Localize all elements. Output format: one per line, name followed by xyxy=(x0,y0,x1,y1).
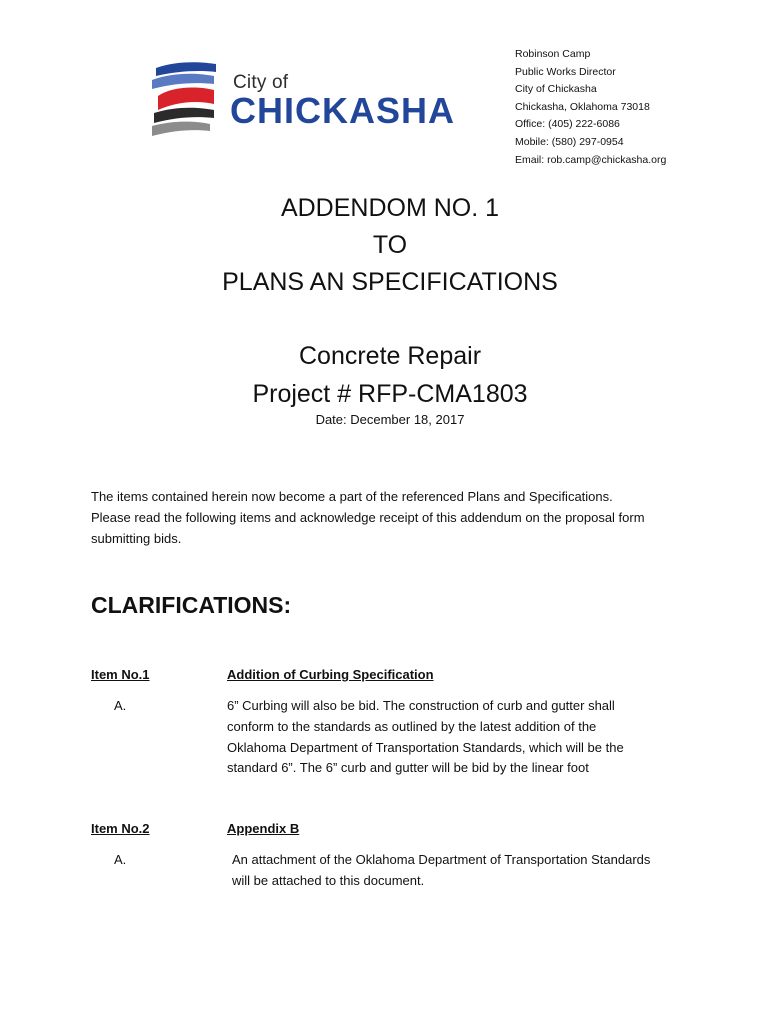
item-2-sub-letter: A. xyxy=(114,852,127,867)
intro-paragraph xyxy=(91,487,711,549)
item-1-description-line: 6” Curbing will also be bid. The construction of curb and gutter shall xyxy=(227,698,615,713)
intro-line: Please read the following items and acknowledge receipt of this addendum on the proposal form xyxy=(91,509,645,525)
document-date: Date: December 18, 2017 xyxy=(315,412,465,427)
project-name: Concrete Repair xyxy=(298,342,482,370)
item-2-label: Item No.2 xyxy=(91,821,150,836)
addendum-heading-line3: PLANS AN SPECIFICATIONS xyxy=(222,268,558,296)
item-1-description-line: conform to the standards as outlined by the latest addition of the xyxy=(227,718,597,734)
contact-title: Public Works Director xyxy=(515,65,616,78)
item-1-title: Addition of Curbing Specification xyxy=(227,667,434,682)
addendum-heading-line1: ADDENDOM NO. 1 xyxy=(280,194,500,222)
project-heading xyxy=(0,337,770,413)
item-2-description xyxy=(232,850,692,892)
contact-address: Chickasha, Oklahoma 73018 xyxy=(515,100,650,113)
logo-city-of-text: City of xyxy=(233,72,289,93)
item-2-description-line: An attachment of the Oklahoma Department of Transportation Standards xyxy=(232,852,651,867)
logo-emblem-icon xyxy=(148,58,228,142)
contact-block xyxy=(515,46,666,169)
intro-line: submitting bids. xyxy=(91,530,182,546)
project-number: Project # RFP-CMA1803 xyxy=(252,380,528,408)
contact-org: City of Chickasha xyxy=(515,83,597,96)
contact-mobile-phone: Mobile: (580) 297-0954 xyxy=(515,135,624,148)
item-1-label: Item No.1 xyxy=(91,667,150,682)
contact-name: Robinson Camp xyxy=(515,48,591,60)
addendum-heading-line2: TO xyxy=(372,231,408,259)
contact-email: Email: rob.camp@chickasha.org xyxy=(515,153,667,166)
city-logo xyxy=(148,58,455,142)
item-1-description xyxy=(227,696,687,779)
item-2-title: Appendix B xyxy=(227,821,300,836)
addendum-heading xyxy=(0,190,770,301)
intro-line: The items contained herein now become a part of the referenced Plans and Specifications. xyxy=(91,489,613,504)
logo-chickasha-text: CHICKASHA xyxy=(230,90,455,131)
contact-office-phone: Office: (405) 222-6086 xyxy=(515,118,620,131)
item-1-sub-letter: A. xyxy=(114,698,127,713)
item-1-description-line: standard 6”. The 6” curb and gutter will be bid by the linear foot xyxy=(227,760,589,776)
item-1-description-line: Oklahoma Department of Transportation Standards, which will be the xyxy=(227,739,624,755)
clarifications-heading: CLARIFICATIONS: xyxy=(91,592,292,618)
item-2-description-line: will be attached to this document. xyxy=(232,872,425,888)
